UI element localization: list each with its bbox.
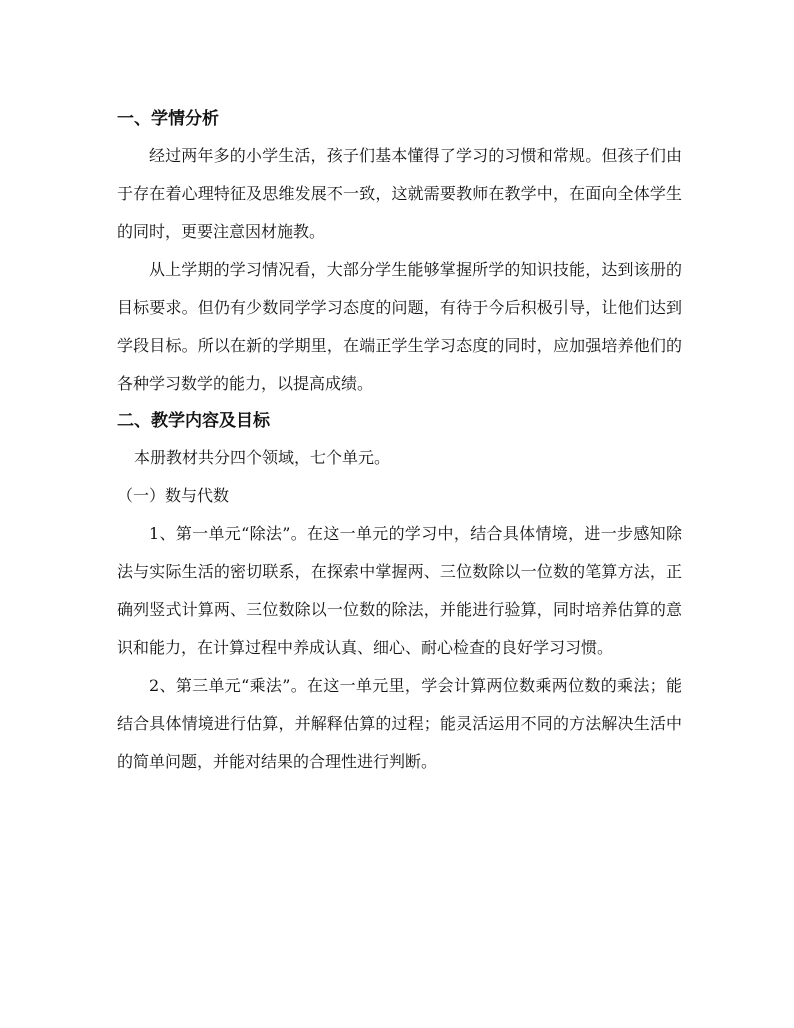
subheading-numbers-algebra: （一）数与代数 <box>117 486 230 505</box>
paragraph-unit-multiplication: 2、第三单元“乘法”。在这一单元里，学会计算两位数乘两位数的乘法；能结合具体情境进行估算，并解释估算的过程；能灵活运用不同的方法解决生活中的简单问题，并能对结果的合理性进行判断。 <box>117 676 682 771</box>
paragraph-textbook-intro: 本册教材共分四个领域，七个单元。 <box>134 448 391 467</box>
paragraph-learning-habits: 经过两年多的小学生活，孩子们基本懂得了学习的习惯和常规。但孩子们由于存在着心理特征及思维发展不一致，这就需要教师在教学中，在面向全体学生的同时，更要注意因材施教。 <box>117 146 682 241</box>
section-heading-teaching-content: 二、教学内容及目标 <box>117 411 270 431</box>
paragraph-unit-division: 1、第一单元“除法”。在这一单元的学习中，结合具体情境，进一步感知除法与实际生活的密切联系，在探索中掌握两、三位数除以一位数的笔算方法，正确列竖式计算两、三位数除以一位数的除法，并能进行验算，同时培养估算的意识和能力，在计算过程中养成认真、细心、耐心检查的良好学习习惯。 <box>117 524 682 657</box>
document-body <box>117 101 682 781</box>
section-heading-learning-analysis: 一、学情分析 <box>117 109 219 129</box>
paragraph-last-semester: 从上学期的学习情况看，大部分学生能够掌握所学的知识技能，达到该册的目标要求。但仍有少数同学学习态度的问题，有待于今后积极引导，让他们达到学段目标。所以在新的学期里，在端正学生学习态度的同时，应加强培养他们的各种学习数学的能力，以提高成绩。 <box>117 260 682 393</box>
